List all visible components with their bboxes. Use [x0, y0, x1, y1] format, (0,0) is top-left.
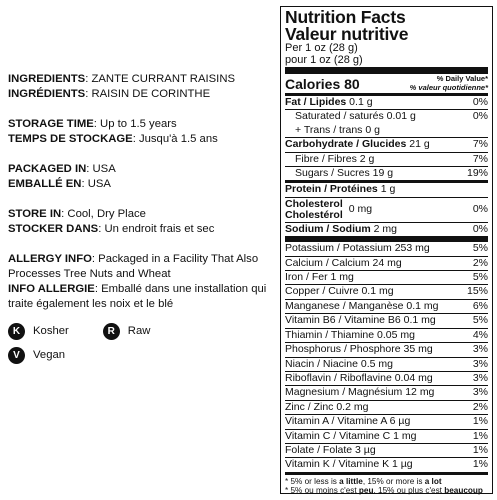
sodium-dv: 0% — [472, 222, 488, 235]
trans-label: + Trans / trans 0 g — [295, 123, 380, 136]
cholesterol-amount: 0 mg — [348, 203, 373, 216]
mineral-row — [285, 271, 488, 285]
mineral-dv: 6% — [472, 299, 488, 312]
allergy-fr-label: INFO ALLERGIE — [8, 283, 95, 295]
protein-label: Protein / Protéines — [285, 183, 378, 196]
protein-row — [285, 183, 488, 197]
allergy-value: : Packaged in a Facility That Also Processes Tree Nuts and Wheat — [8, 253, 259, 280]
mineral-dv: 3% — [472, 386, 488, 399]
kosher-label: Kosher — [33, 324, 69, 337]
title-en: Nutrition Facts — [285, 7, 406, 27]
sat-dv: 0% — [472, 110, 488, 123]
mineral-row — [285, 444, 488, 458]
raw-label: Raw — [127, 324, 151, 337]
mineral-label: Riboflavin / Riboflavine 0.04 mg — [285, 371, 433, 384]
fat-label: Fat / Lipides — [285, 96, 347, 108]
divider-thick — [285, 67, 488, 74]
mineral-dv: 3% — [472, 371, 488, 384]
mineral-label: Niacin / Niacine 0.5 mg — [285, 357, 393, 370]
carb-row — [285, 138, 488, 152]
dv-head-fr: % valeur quotidienne* — [409, 82, 488, 92]
fibre-dv: 7% — [472, 152, 488, 165]
vegan-badge — [8, 347, 65, 364]
mineral-row — [285, 386, 488, 400]
mineral-label: Potassium / Potassium 253 mg — [285, 242, 430, 255]
storage-fr-value: : Jusqu'à 1.5 ans — [132, 133, 218, 145]
mineral-dv: 2% — [472, 256, 488, 269]
title-fr: Valeur nutritive — [285, 24, 409, 44]
protein-amount: 1 g — [377, 183, 396, 196]
mineral-label: Vitamin B6 / Vitamine B6 0.1 mg — [285, 314, 436, 327]
kosher-badge — [8, 323, 69, 340]
mineral-row — [285, 242, 488, 256]
mineral-dv: 5% — [472, 314, 488, 327]
fibre-row — [285, 153, 488, 167]
sat-label: Saturated / saturés 0.01 g — [295, 110, 416, 123]
mineral-row — [285, 329, 488, 343]
vegan-label: Vegan — [33, 348, 66, 361]
sugars-dv: 19% — [466, 167, 488, 180]
mineral-label: Folate / Folate 3 µg — [285, 443, 376, 456]
store-label: STORE IN — [8, 208, 62, 220]
mineral-label: Manganese / Manganèse 0.1 mg — [285, 299, 439, 312]
mineral-label: Vitamin K / Vitamine K 1 µg — [285, 458, 413, 471]
serving-fr: pour 1 oz (28 g) — [285, 53, 363, 66]
cholesterol-label-en: Cholesterol — [285, 197, 343, 210]
mineral-dv: 1% — [472, 415, 488, 428]
mineral-dv: 1% — [472, 458, 488, 471]
packaged-fr-line — [8, 177, 276, 192]
sugars-label: Sugars / Sucres 19 g — [295, 167, 394, 180]
mineral-dv: 3% — [472, 343, 488, 356]
kosher-icon: K — [8, 323, 25, 340]
product-info — [8, 72, 276, 368]
fibre-label: Fibre / Fibres 2 g — [295, 152, 375, 165]
store-line — [8, 207, 276, 222]
badges — [8, 320, 276, 366]
mineral-row — [285, 372, 488, 386]
mineral-label: Zinc / Zinc 0.2 mg — [285, 400, 369, 413]
ingredients-value: : ZANTE CURRANT RAISINS — [85, 73, 236, 85]
mineral-dv: 5% — [472, 242, 488, 255]
sugars-row — [285, 167, 488, 183]
mineral-row — [285, 285, 488, 299]
store-value: : Cool, Dry Place — [61, 208, 146, 220]
mineral-row — [285, 415, 488, 429]
mineral-row — [285, 430, 488, 444]
mineral-row — [285, 257, 488, 271]
fat-dv: 0% — [472, 96, 488, 108]
cholesterol-dv: 0% — [472, 203, 488, 216]
mineral-label: Copper / Cuivre 0.1 mg — [285, 285, 394, 298]
mineral-dv: 1% — [472, 429, 488, 442]
store-fr-value: : Un endroit frais et sec — [98, 223, 215, 235]
mineral-label: Phosphorus / Phosphore 35 mg — [285, 343, 433, 356]
ingredients-line — [8, 72, 276, 87]
sodium-amount: 2 mg — [370, 222, 398, 235]
ingredients-label: INGREDIENTS — [8, 73, 86, 85]
nutrition-facts-panel — [280, 6, 493, 494]
mineral-dv: 3% — [472, 357, 488, 370]
trans-row — [285, 124, 488, 138]
fat-amount: 0.1 g — [346, 96, 373, 108]
allergy-fr-line — [8, 282, 276, 312]
mineral-row — [285, 343, 488, 357]
ingredients-fr-value: : RAISIN DE CORINTHE — [85, 88, 211, 100]
sodium-label: Sodium / Sodium — [285, 222, 371, 235]
dv-head-en: % Daily Value* — [436, 74, 488, 83]
storage-fr-label: TEMPS DE STOCKAGE — [8, 133, 133, 145]
vegan-icon: V — [8, 347, 25, 364]
mineral-label: Iron / Fer 1 mg — [285, 271, 354, 284]
mineral-dv: 1% — [472, 443, 488, 456]
mineral-label: Vitamin C / Vitamine C 1 mg — [285, 429, 417, 442]
packaged-value: : USA — [86, 163, 116, 175]
mineral-label: Calcium / Calcium 24 mg — [285, 256, 402, 269]
ingredients-fr-label: INGRÉDIENTS — [8, 88, 86, 100]
storage-label: STORAGE TIME — [8, 118, 94, 130]
footnote — [285, 475, 488, 496]
footnote-fr: * 5% ou moins c'est peu, 15% ou plus c'est beaucoup — [285, 486, 483, 496]
mineral-dv: 5% — [472, 271, 488, 284]
ingredients-fr-line — [8, 87, 276, 102]
cholesterol-row — [285, 198, 488, 223]
mineral-row — [285, 358, 488, 372]
mineral-dv: 15% — [466, 285, 488, 298]
allergy-fr-value: : Emballé dans une installation qui traite également les noix et le blé — [8, 283, 267, 310]
packaged-fr-value: : USA — [81, 178, 111, 190]
packaged-line — [8, 162, 276, 177]
packaged-fr-label: EMBALLÉ EN — [8, 178, 82, 190]
mineral-label: Vitamin A / Vitamine A 6 µg — [285, 415, 411, 428]
mineral-label: Thiamin / Thiamine 0.05 mg — [285, 328, 415, 341]
fat-row — [285, 96, 488, 110]
calories-row — [285, 75, 488, 96]
sodium-row — [285, 223, 488, 242]
allergy-line — [8, 252, 276, 282]
allergy-label: ALLERGY INFO — [8, 253, 92, 265]
mineral-row — [285, 401, 488, 415]
calories: Calories 80 — [285, 76, 360, 92]
storage-line — [8, 117, 276, 132]
mineral-dv: 2% — [472, 400, 488, 413]
carb-dv: 7% — [472, 138, 488, 151]
mineral-row — [285, 314, 488, 328]
packaged-label: PACKAGED IN — [8, 163, 87, 175]
footnote-en: * 5% or less is a little, 15% or more is a lot — [285, 476, 442, 486]
store-fr-label: STOCKER DANS — [8, 223, 99, 235]
store-fr-line — [8, 222, 276, 237]
cholesterol-label-fr: Cholestérol — [285, 208, 343, 221]
minerals-list — [285, 242, 488, 475]
mineral-row — [285, 458, 488, 474]
mineral-dv: 4% — [472, 328, 488, 341]
mineral-row — [285, 300, 488, 314]
raw-icon: R — [103, 323, 120, 340]
storage-fr-line — [8, 132, 276, 147]
raw-badge — [103, 323, 151, 340]
carb-label: Carbohydrate / Glucides — [285, 138, 407, 151]
mineral-label: Magnesium / Magnésium 12 mg — [285, 386, 435, 399]
sat-row — [285, 110, 488, 123]
carb-amount: 21 g — [406, 138, 430, 151]
storage-value: : Up to 1.5 years — [93, 118, 177, 130]
serving-en: Per 1 oz (28 g) — [285, 42, 358, 54]
